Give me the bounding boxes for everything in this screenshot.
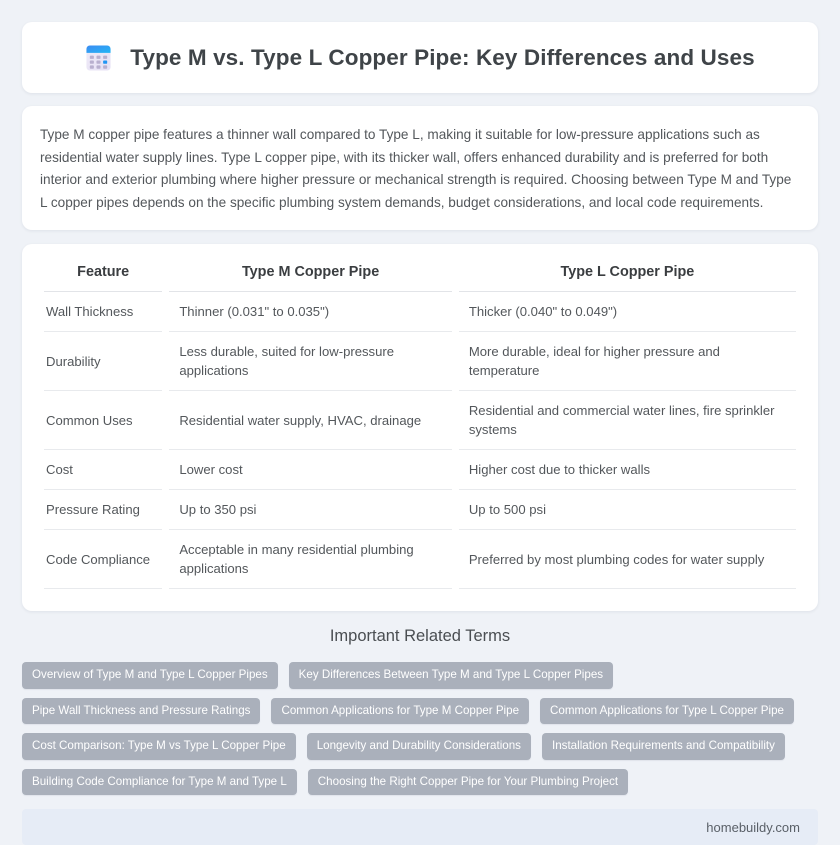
page-title: Type M vs. Type L Copper Pipe: Key Differences and Uses: [130, 44, 755, 70]
cell-feature: Wall Thickness: [44, 292, 166, 332]
table-head: [44, 264, 796, 292]
related-term-tag[interactable]: Common Applications for Type M Copper Pipe: [271, 698, 529, 725]
cell-type-l: More durable, ideal for higher pressure and temperature: [455, 332, 796, 391]
cell-type-l: Up to 500 psi: [455, 490, 796, 530]
comparison-table-card: [22, 244, 818, 611]
table-row: [44, 292, 796, 332]
description-card: [22, 106, 818, 230]
cell-type-m: Less durable, suited for low-pressure applications: [166, 332, 456, 391]
related-term-tag[interactable]: Key Differences Between Type M and Type L Copper Pipes: [289, 662, 613, 689]
table-row: [44, 530, 796, 589]
column-header-feature: Feature: [44, 264, 166, 292]
cell-feature: Cost: [44, 450, 166, 490]
related-term-tag[interactable]: Common Applications for Type L Copper Pipe: [540, 698, 794, 725]
cell-feature: Durability: [44, 332, 166, 391]
table-row: [44, 490, 796, 530]
related-term-tag[interactable]: Overview of Type M and Type L Copper Pipes: [22, 662, 278, 689]
cell-type-l: Preferred by most plumbing codes for water supply: [455, 530, 796, 589]
cell-feature: Code Compliance: [44, 530, 166, 589]
cell-type-m: Thinner (0.031" to 0.035"): [166, 292, 456, 332]
table-header-row: [44, 264, 796, 292]
table-row: [44, 391, 796, 450]
table-body: [44, 292, 796, 589]
related-term-tag[interactable]: Installation Requirements and Compatibility: [542, 733, 785, 760]
cell-type-l: Residential and commercial water lines, fire sprinkler systems: [455, 391, 796, 450]
cell-type-l: Thicker (0.040" to 0.049"): [455, 292, 796, 332]
related-term-tag[interactable]: Cost Comparison: Type M vs Type L Copper Pipe: [22, 733, 296, 760]
cell-type-m: Lower cost: [166, 450, 456, 490]
related-terms-tag-cloud: [22, 662, 818, 795]
related-term-tag[interactable]: Pipe Wall Thickness and Pressure Ratings: [22, 698, 260, 725]
header-inner: [85, 29, 754, 85]
table-row: [44, 450, 796, 490]
related-terms-title: Important Related Terms: [329, 627, 511, 645]
cell-type-l: Higher cost due to thicker walls: [455, 450, 796, 490]
column-header-type-m: Type M Copper Pipe: [166, 264, 456, 292]
cell-type-m: Acceptable in many residential plumbing applications: [166, 530, 456, 589]
related-term-tag[interactable]: Building Code Compliance for Type M and Type L: [22, 769, 297, 796]
header-card: [22, 22, 818, 93]
related-terms-section: [22, 627, 818, 795]
cell-type-m: Up to 350 psi: [166, 490, 456, 530]
table-row: [44, 332, 796, 391]
related-term-tag[interactable]: Choosing the Right Copper Pipe for Your Plumbing Project: [308, 769, 628, 796]
related-term-tag[interactable]: Longevity and Durability Considerations: [307, 733, 531, 760]
comparison-table: [44, 264, 796, 589]
cell-feature: Pressure Rating: [44, 490, 166, 530]
footer-site-name: homebuildy.com: [706, 819, 800, 835]
description-text: Type M copper pipe features a thinner wall compared to Type L, making it suitable for low-pressure applications such as residential water supply lines. Type L copper pipe, with its thicker wall, offers enhanced durability and is preferred for both interior and exterior plumbing where higher pressure or mechanical strength is required. Choosing between Type M and Type L copper pipes depends on the specific plumbing system demands, budget considerations, and local code requirements.: [40, 127, 792, 210]
cell-type-m: Residential water supply, HVAC, drainage: [166, 391, 456, 450]
footer-bar: [22, 809, 818, 845]
cell-feature: Common Uses: [44, 391, 166, 450]
calendar-table-icon: [85, 44, 112, 72]
column-header-type-l: Type L Copper Pipe: [455, 264, 796, 292]
